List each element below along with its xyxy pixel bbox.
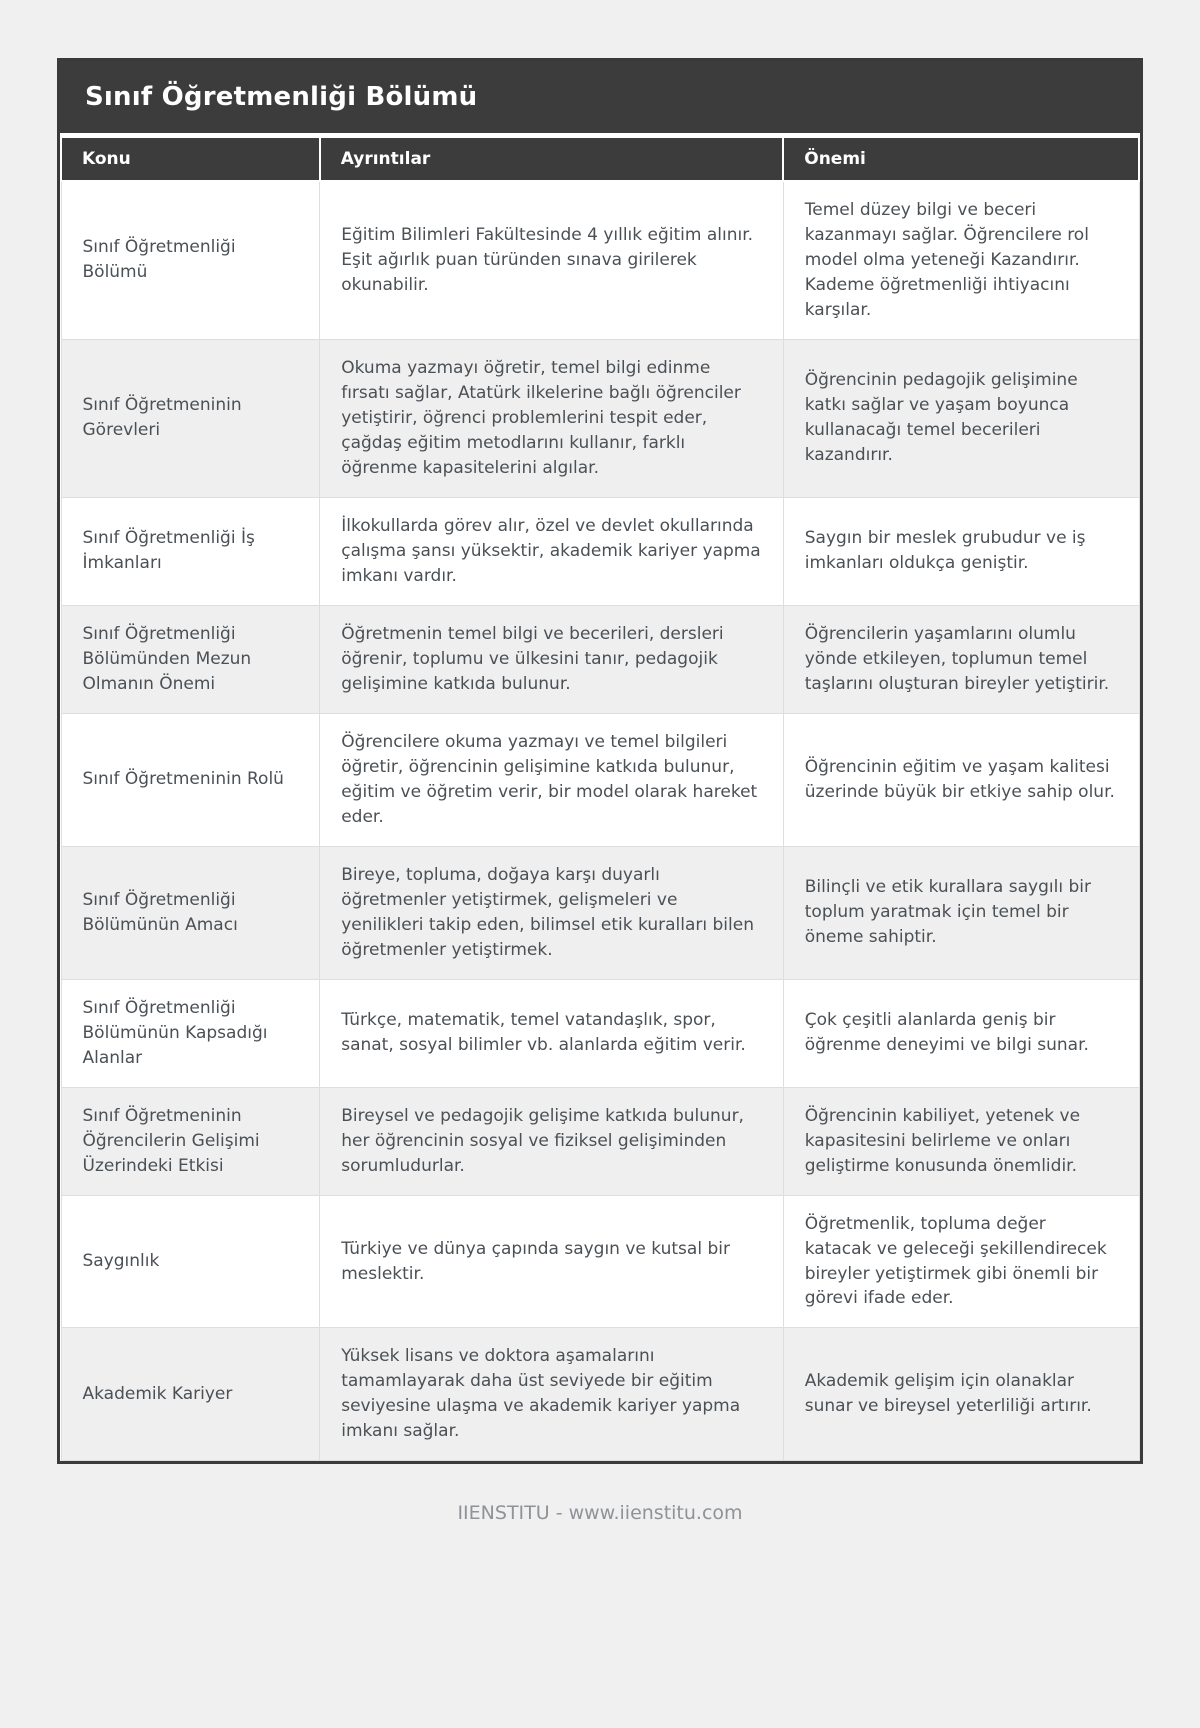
table-row [61, 181, 1139, 339]
cell-onemi: Saygın bir meslek grubudur ve iş imkanları oldukça geniştir. [783, 497, 1139, 605]
table-row [61, 605, 1139, 713]
cell-konu: Akademik Kariyer [61, 1328, 320, 1461]
column-header-konu: Konu [61, 137, 320, 181]
cell-ayrintilar: Türkçe, matematik, temel vatandaşlık, spor, sanat, sosyal bilimler vb. alanlarda eğitim verir. [320, 979, 784, 1087]
cell-konu: Sınıf Öğretmenliği Bölümünün Kapsadığı Alanlar [61, 979, 320, 1087]
column-header-ayrintilar: Ayrıntılar [320, 137, 784, 181]
footer-credit: IIENSTITU - www.iienstitu.com [457, 1502, 743, 1525]
cell-onemi: Akademik gelişim için olanaklar sunar ve bireysel yeterliliği artırır. [783, 1328, 1139, 1461]
cell-konu: Sınıf Öğretmeninin Öğrencilerin Gelişimi Üzerindeki Etkisi [61, 1087, 320, 1195]
page-title: Sınıf Öğretmenliği Bölümü [60, 61, 1140, 133]
cell-onemi: Öğrencinin pedagojik gelişimine katkı sağlar ve yaşam boyunca kullanacağı temel becerileri kazandırır. [783, 339, 1139, 497]
cell-ayrintilar: Bireye, topluma, doğaya karşı duyarlı öğretmenler yetiştirmek, gelişmeleri ve yenilikleri takip eden, bilimsel etik kuralları bilen öğretmenler yetiştirmek. [320, 846, 784, 979]
cell-onemi: Temel düzey bilgi ve beceri kazanmayı sağlar. Öğrencilere rol model olma yeteneği Kazandırır. Kademe öğretmenliği ihtiyacını karşılar. [783, 181, 1139, 339]
department-info-card [57, 58, 1143, 1464]
cell-onemi: Öğrencinin kabiliyet, yetenek ve kapasitesini belirleme ve onları geliştirme konusunda önemlidir. [783, 1087, 1139, 1195]
table-row [61, 1195, 1139, 1328]
table-row [61, 979, 1139, 1087]
cell-onemi: Öğrencilerin yaşamlarını olumlu yönde etkileyen, toplumun temel taşlarını oluşturan bireyler yetiştirir. [783, 605, 1139, 713]
cell-ayrintilar: Öğrencilere okuma yazmayı ve temel bilgileri öğretir, öğrencinin gelişimine katkıda bulunur, eğitim ve öğretim verir, bir model olarak hareket eder. [320, 713, 784, 846]
cell-onemi: Öğrencinin eğitim ve yaşam kalitesi üzerinde büyük bir etkiye sahip olur. [783, 713, 1139, 846]
cell-ayrintilar: Okuma yazmayı öğretir, temel bilgi edinme fırsatı sağlar, Atatürk ilkelerine bağlı öğrenciler yetiştirir, öğrenci problemlerini tespit eder, çağdaş eğitim metodlarını kullanır, farklı öğrenme kapasitelerini algılar. [320, 339, 784, 497]
table-row [61, 713, 1139, 846]
table-row [61, 1087, 1139, 1195]
table-header-row [61, 137, 1139, 181]
cell-ayrintilar: Öğretmenin temel bilgi ve becerileri, dersleri öğrenir, toplumu ve ülkesini tanır, pedagojik gelişimine katkıda bulunur. [320, 605, 784, 713]
table-row [61, 497, 1139, 605]
cell-konu: Sınıf Öğretmenliği Bölümünden Mezun Olmanın Önemi [61, 605, 320, 713]
cell-ayrintilar: Yüksek lisans ve doktora aşamalarını tamamlayarak daha üst seviyede bir eğitim seviyesine ulaşma ve akademik kariyer yapma imkanı sağlar. [320, 1328, 784, 1461]
cell-ayrintilar: Eğitim Bilimleri Fakültesinde 4 yıllık eğitim alınır. Eşit ağırlık puan türünden sınava girilerek okunabilir. [320, 181, 784, 339]
department-table [60, 136, 1140, 1461]
cell-onemi: Bilinçli ve etik kurallara saygılı bir toplum yaratmak için temel bir öneme sahiptir. [783, 846, 1139, 979]
table-row [61, 1328, 1139, 1461]
cell-konu: Saygınlık [61, 1195, 320, 1328]
cell-konu: Sınıf Öğretmenliği Bölümünün Amacı [61, 846, 320, 979]
cell-ayrintilar: Türkiye ve dünya çapında saygın ve kutsal bir meslektir. [320, 1195, 784, 1328]
cell-onemi: Öğretmenlik, topluma değer katacak ve geleceği şekillendirecek bireyler yetiştirmek gibi önemli bir görevi ifade eder. [783, 1195, 1139, 1328]
table-row [61, 339, 1139, 497]
cell-konu: Sınıf Öğretmenliği İş İmkanları [61, 497, 320, 605]
cell-ayrintilar: Bireysel ve pedagojik gelişime katkıda bulunur, her öğrencinin sosyal ve fiziksel gelişiminden sorumludurlar. [320, 1087, 784, 1195]
cell-onemi: Çok çeşitli alanlarda geniş bir öğrenme deneyimi ve bilgi sunar. [783, 979, 1139, 1087]
cell-ayrintilar: İlkokullarda görev alır, özel ve devlet okullarında çalışma şansı yüksektir, akademik kariyer yapma imkanı vardır. [320, 497, 784, 605]
cell-konu: Sınıf Öğretmenliği Bölümü [61, 181, 320, 339]
cell-konu: Sınıf Öğretmeninin Görevleri [61, 339, 320, 497]
table-row [61, 846, 1139, 979]
cell-konu: Sınıf Öğretmeninin Rolü [61, 713, 320, 846]
column-header-onemi: Önemi [783, 137, 1139, 181]
